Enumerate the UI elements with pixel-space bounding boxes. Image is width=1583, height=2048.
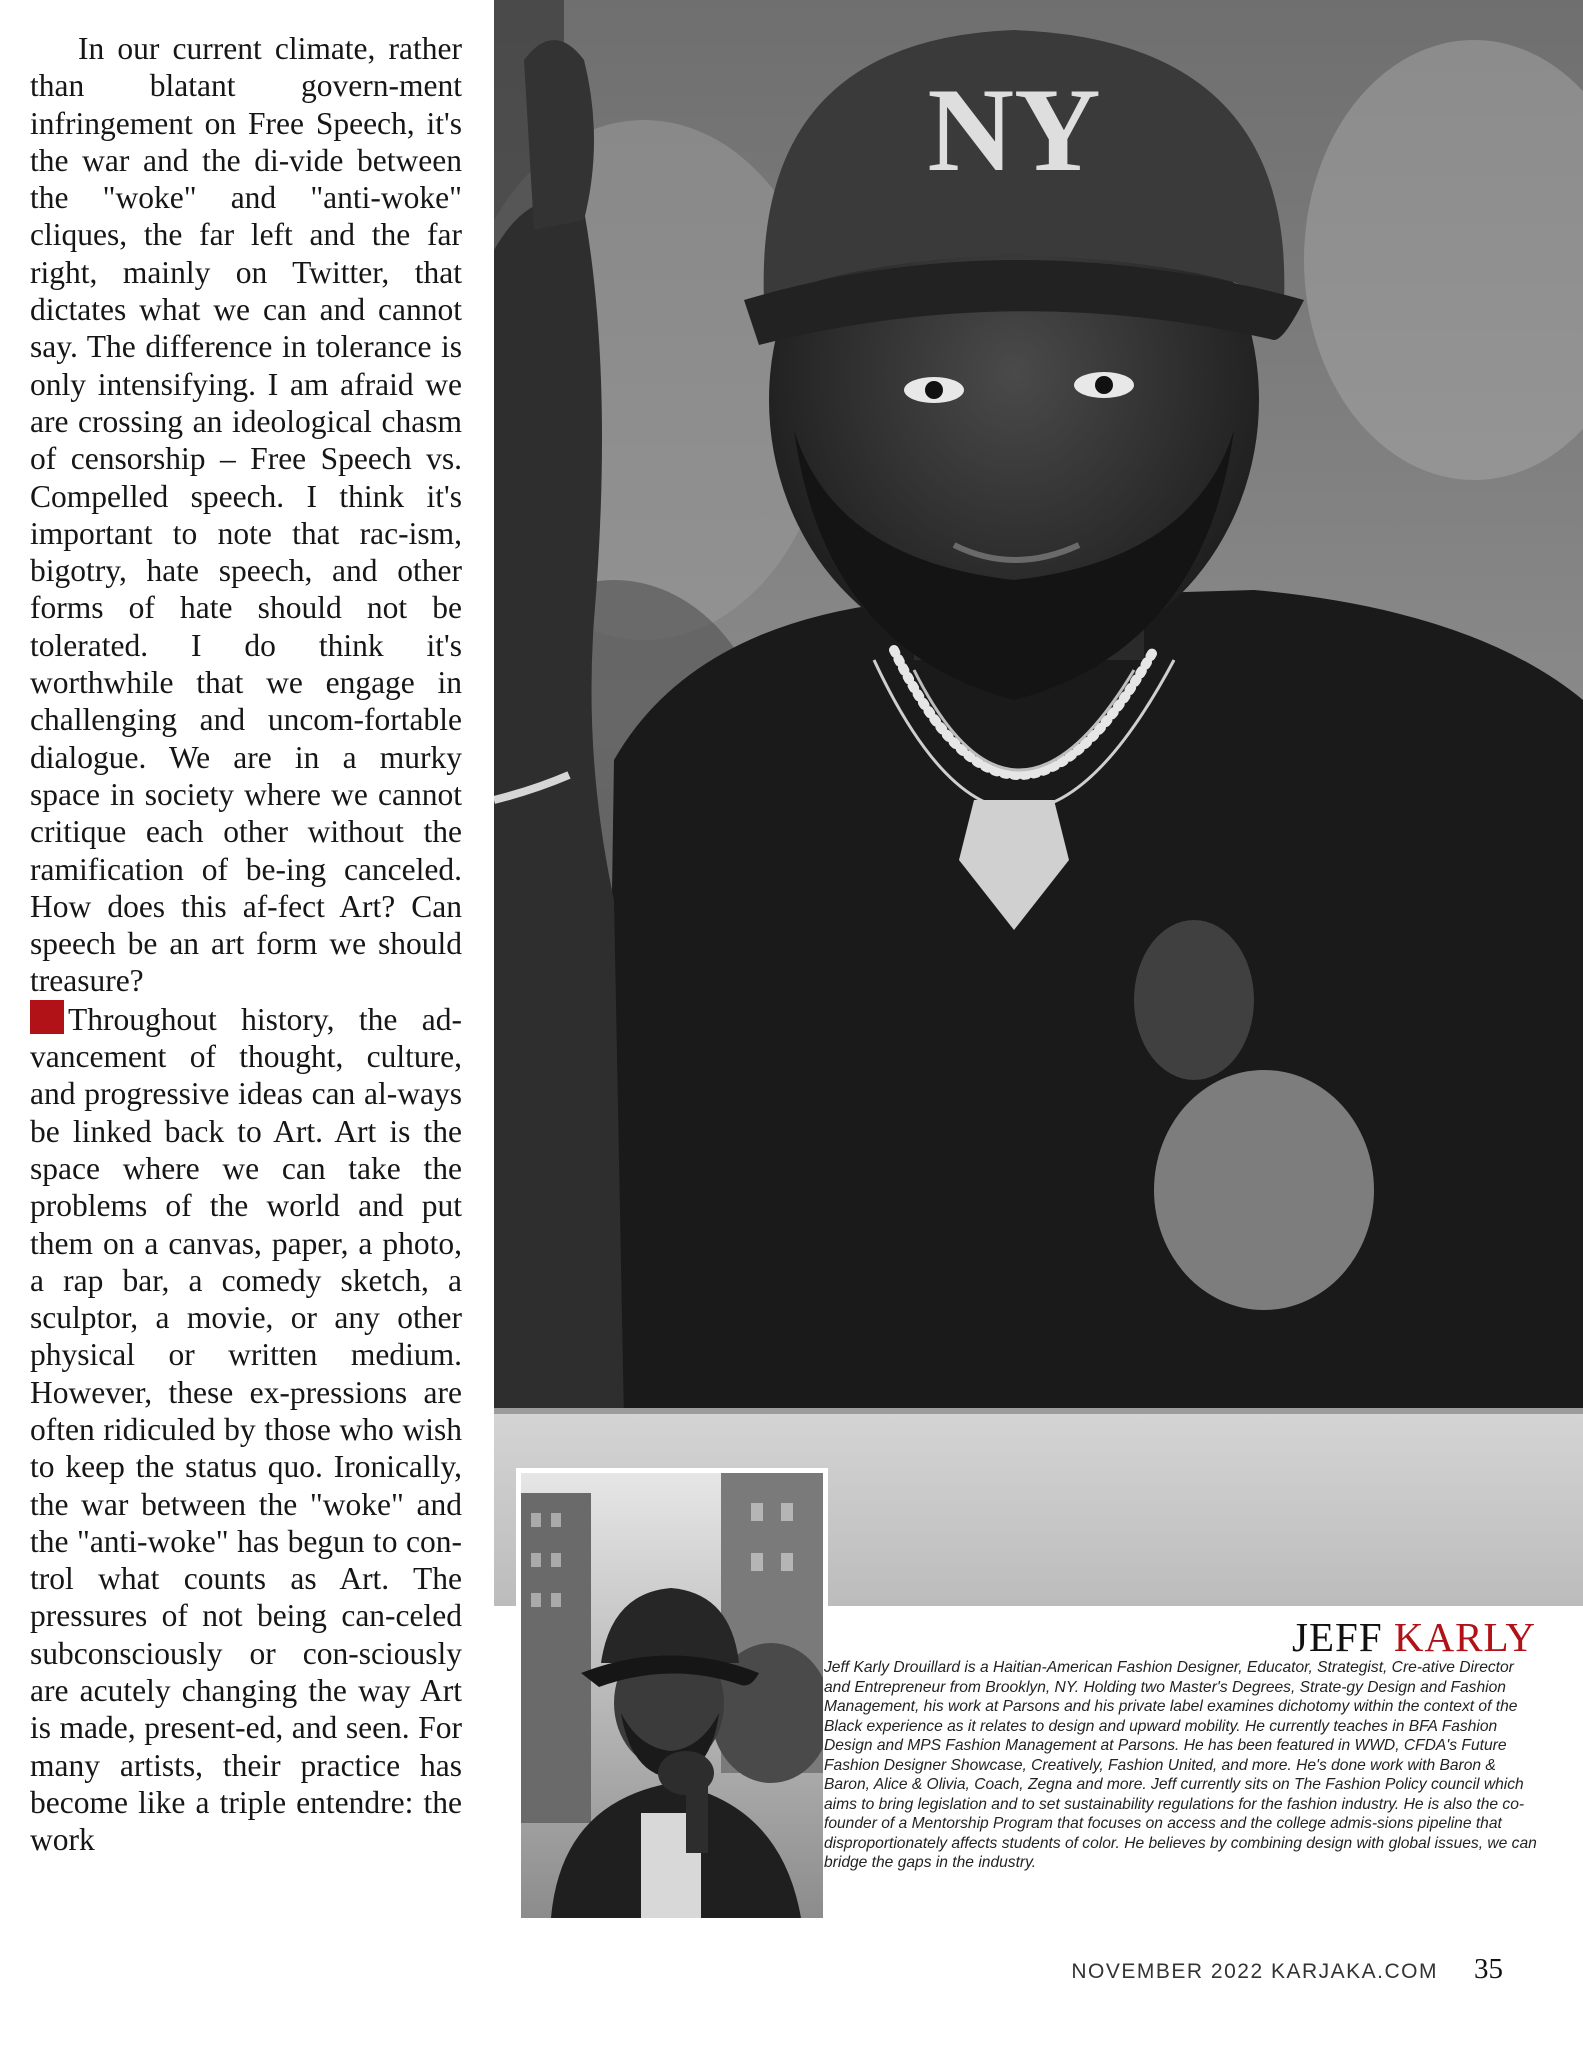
portrait-photo-icon (521, 1473, 823, 1918)
article-paragraph: In our current climate, rather than blatant govern-ment infringement on Free Speech, it's the war and the di-vide between the "woke" and "anti-woke" cliques, the far left and the far right, mainly on Twitter, that dictates what we can and cannot say. The difference in tolerance is only intensifying. I am afraid we are crossing an ideological chasm of censorship – Free Speech vs. Compelled speech. I think it's important to note that rac-ism, bigotry, hate speech, and other forms of hate should not be tolerated. I do think it's worthwhile that we engage in challenging and uncom-fortable dialogue. We are in a murky space in society where we cannot critique each other without the ramification of be-ing canceled. How does this af-fect Art? Can speech be an art form we should treasure? (30, 31, 462, 999)
article-body (30, 30, 462, 1859)
cap-logo: NY (927, 63, 1101, 196)
portrait-photo-icon (494, 0, 1583, 1606)
bio-name (1292, 1614, 1536, 1660)
inset-portrait-photo (516, 1468, 828, 1923)
main-portrait-photo (494, 0, 1583, 1606)
bio-text: Jeff Karly Drouillard is a Haitian-American Fashion Designer, Educator, Strategist, Cre-ative Director and Entrepreneur from Brooklyn, NY. Holding two Master's Degrees, Strate-gy Design and Fashion Management, his work at Parsons and his private label examines dichotomy within the context of the Black experience as it relates to design and upward mobility. He currently teaches in BFA Fashion Design and MPS Fashion Management at Parsons. He has been featured in WWD, CFDA's Future Fashion Designer Showcase, Creatively, Fashion United, and more. He's done work with Baron & Baron, Alice & Olivia, Coach, Zegna and more. Jeff currently sits on The Fashion Policy council which aims to bring legislation and to set sustainability regulations for the fashion industry. He is also the co-founder of a Mentorship Program that focuses on access and the college admis-sions pipeline that disproportionately affects students of color. He believes by combining design with global issues, we can bridge the gaps in the industry. (824, 1659, 1537, 1871)
bio-name-last: KARLY (1393, 1614, 1536, 1660)
footer-credit: NOVEMBER 2022 KARJAKA.COM (1071, 1960, 1438, 1983)
section-marker-square (30, 1000, 64, 1034)
page-number: 35 (1474, 1953, 1503, 1985)
article-paragraph-text: Throughout history, the ad-vancement of thought, culture, and progressive ideas can al-ways be linked back to Art. Art is the space where we can take the problems of the world and put them on a canvas, paper, a photo, a rap bar, a comedy sketch, a sculptor, a movie, or any other physical or written medium. However, these ex-pressions are often ridiculed by those who wish to keep the status quo. Ironically, the war between the "woke" and the "anti-woke" has begun to con-trol what counts as Art. The pressures of not being can-celed subconsciously or con-sciously are acutely changing the way Art is made, present-ed, and seen. For many artists, their practice has become like a triple entendre: the work (30, 1001, 462, 1858)
page-footer (1071, 1953, 1503, 1986)
bio-name-first: JEFF (1292, 1614, 1383, 1660)
article-paragraph (30, 1000, 462, 1859)
